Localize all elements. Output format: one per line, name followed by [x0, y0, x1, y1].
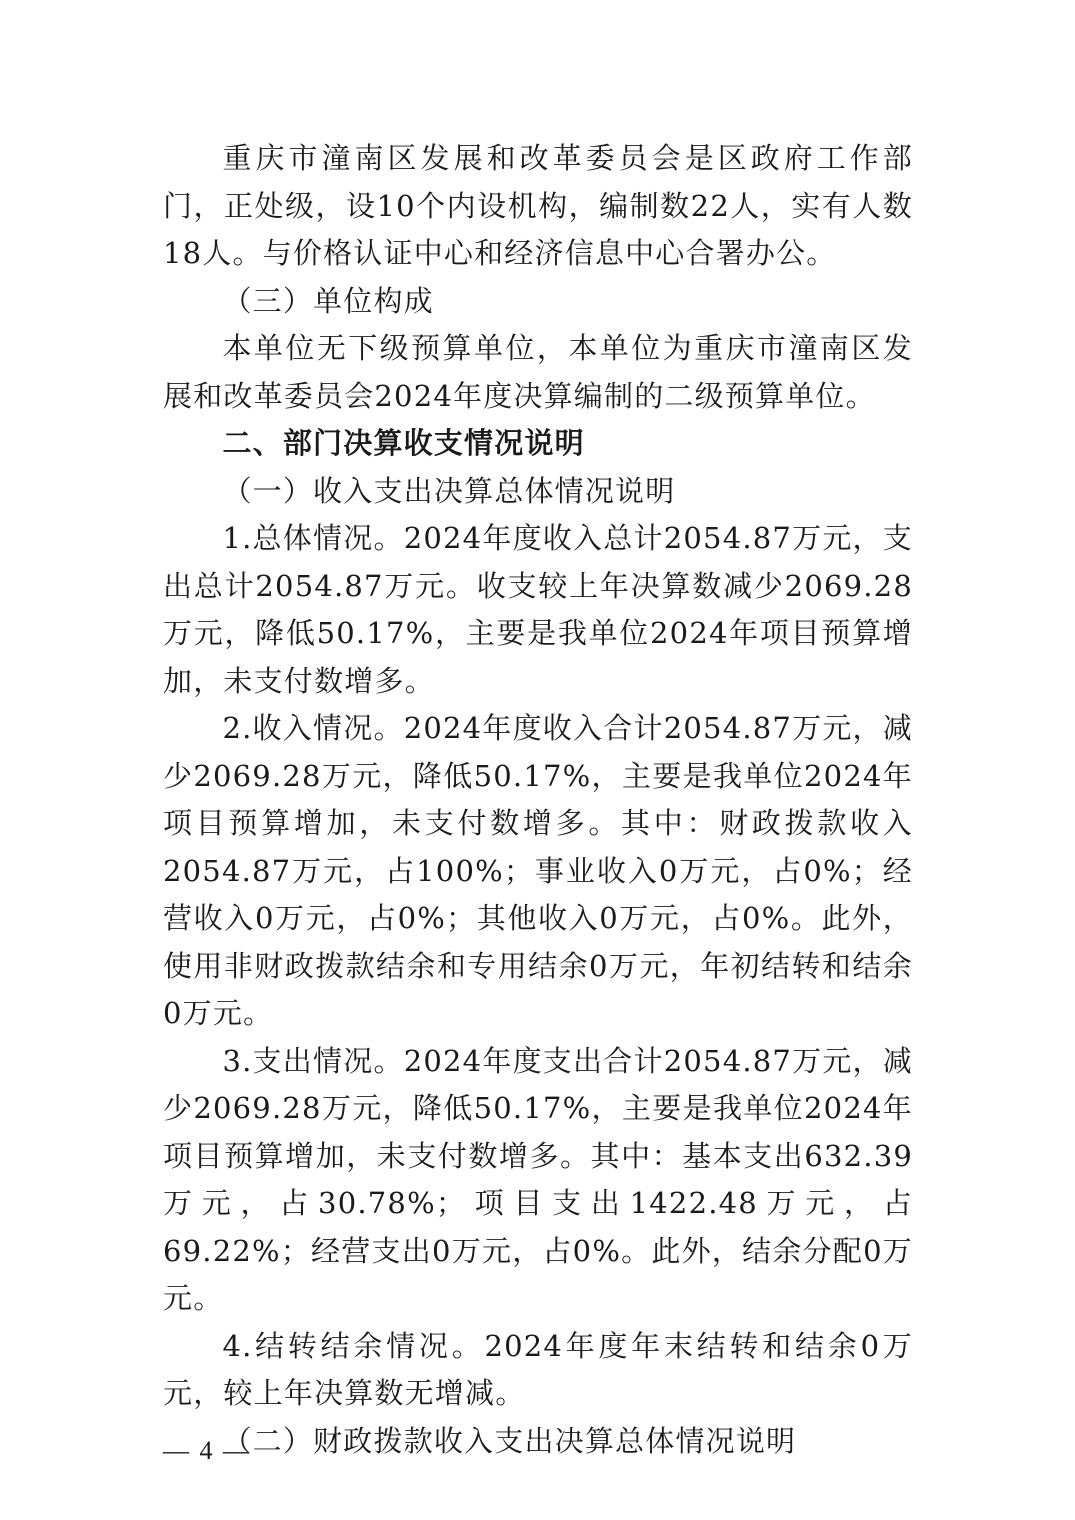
paragraph-overall-situation: 1.总体情况。2024年度收入总计2054.87万元，支出总计2054.87万元。收支较上年决算数减少2069.28万元，降低50.17%，主要是我单位2024年项目预算增加，未支付数增多。 — [163, 521, 913, 698]
section-heading-overall-income-expense: （一）收入支出决算总体情况说明 — [222, 473, 676, 508]
paragraph-unit-composition: 本单位无下级预算单位，本单位为重庆市潼南区发展和改革委员会2024年度决算编制的二级预算单位。 — [163, 331, 913, 413]
document-body — [163, 135, 913, 1465]
paragraph-unit-overview: 重庆市潼南区发展和改革委员会是区政府工作部门，正处级，设10个内设机构，编制数22人，实有人数18人。与价格认证中心和经济信息中心合署办公。 — [163, 141, 913, 270]
section-heading-final-accounts: 二、部门决算收支情况说明 — [222, 426, 585, 460]
section-heading-fiscal-appropriation: （二）财政拨款收入支出决算总体情况说明 — [222, 1423, 797, 1458]
paragraph-carryover-situation: 4.结转结余情况。2024年度年末结转和结余0万元，较上年决算数无增减。 — [163, 1328, 913, 1410]
section-heading-unit-composition: （三）单位构成 — [222, 283, 434, 318]
paragraph-expense-situation: 3.支出情况。2024年度支出合计2054.87万元，减少2069.28万元，降低50.17%，主要是我单位2024年项目预算增加，未支付数增多。其中：基本支出632.39万元，占30.78%；项目支出1422.48万元，占69.22%；经营支出0万元，占0%。此外，结余分配0万元。 — [163, 1043, 913, 1315]
paragraph-income-situation: 2.收入情况。2024年度收入合计2054.87万元，减少2069.28万元，降低50.17%，主要是我单位2024年项目预算增加，未支付数增多。其中：财政拨款收入2054.87万元，占100%；事业收入0万元，占0%；经营收入0万元，占0%；其他收入0万元，占0%。此外，使用非财政拨款结余和专用结余0万元，年初结转和结余0万元。 — [163, 711, 913, 1030]
page-number: — 4 — — [163, 1436, 251, 1465]
